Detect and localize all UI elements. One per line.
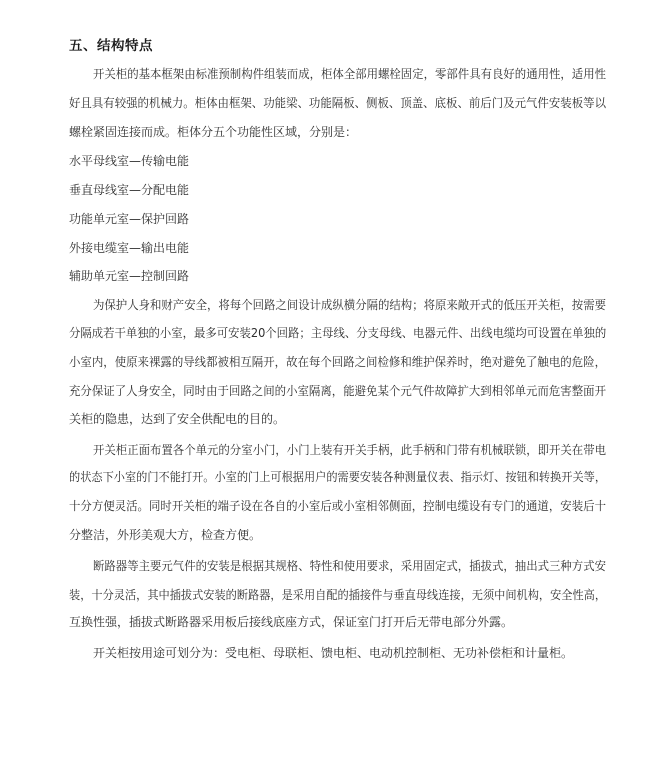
list-item: 水平母线室—传输电能 (69, 154, 190, 168)
paragraph-line: 开关柜正面布置各个单元的分室小门，小门上装有开关手柄，此手柄和门带有机械联锁，即开关在带电 (93, 443, 607, 457)
paragraph-line: 装，十分灵活，其中插拔式安装的断路器，是采用自配的插接件与垂直母线连接，无须中间机构，安全性高， (69, 588, 607, 602)
paragraph-line: 十分方便灵活。同时开关柜的端子设在各自的小室后或小室相邻侧面，控制电缆设有专门的通道，安装后十 (69, 499, 606, 513)
paragraph-line: 互换性强，插拔式断路器采用板后接线底座方式，保证室门打开后无带电部分外露。 (69, 615, 514, 629)
list-item: 垂直母线室—分配电能 (69, 183, 190, 197)
paragraph-line: 分整洁，外形美观大方，检查方便。 (69, 528, 262, 542)
paragraph-line: 关柜的隐患，达到了安全供配电的目的。 (69, 412, 286, 426)
section-heading: 五、结构特点 (69, 38, 153, 54)
paragraph-line: 开关柜的基本框架由标准预制构件组装而成，柜体全部用螺栓固定，零部件具有良好的通用性，适用性 (93, 67, 607, 81)
paragraph-line: 小室内，使原来裸露的导线都被相互隔开，故在每个回路之间检修和维护保养时，绝对避免了触电的危险， (69, 355, 606, 369)
paragraph-line: 好且具有较强的机械力。柜体由框架、功能梁、功能隔板、侧板、顶盖、底板、前后门及元气件安装板等以 (69, 96, 606, 110)
paragraph-line: 断路器等主要元气件的安装是根据其规格、特性和使用要求，采用固定式，插拔式，抽出式三种方式安 (93, 559, 607, 573)
list-item: 外接电缆室—输出电能 (69, 241, 190, 255)
paragraph-line: 螺栓紧固连接而成。柜体分五个功能性区域，分别是： (69, 125, 358, 139)
paragraph-line: 充分保证了人身安全，同时由于回路之间的小室隔离，能避免某个元气件故障扩大到相邻单元而危害整面开 (69, 384, 606, 398)
list-item: 功能单元室—保护回路 (69, 212, 190, 226)
paragraph-line: 为保护人身和财产安全，将每个回路之间设计成纵横分隔的结构；将原来敞开式的低压开关柜，按需要 (93, 298, 607, 312)
list-item: 辅助单元室—控制回路 (69, 269, 190, 283)
paragraph-line: 的状态下小室的门不能打开。小室的门上可根据用户的需要安装各种测量仪表、指示灯、按钮和转换开关等， (69, 470, 607, 484)
paragraph-line: 开关柜按用途可划分为：受电柜、母联柜、馈电柜、电动机控制柜、无功补偿柜和计量柜。 (93, 646, 574, 660)
paragraph-line: 分隔成若干单独的小室，最多可安装20个回路；主母线、分支母线、电器元件、出线电缆均可设置在单独的 (69, 326, 607, 340)
